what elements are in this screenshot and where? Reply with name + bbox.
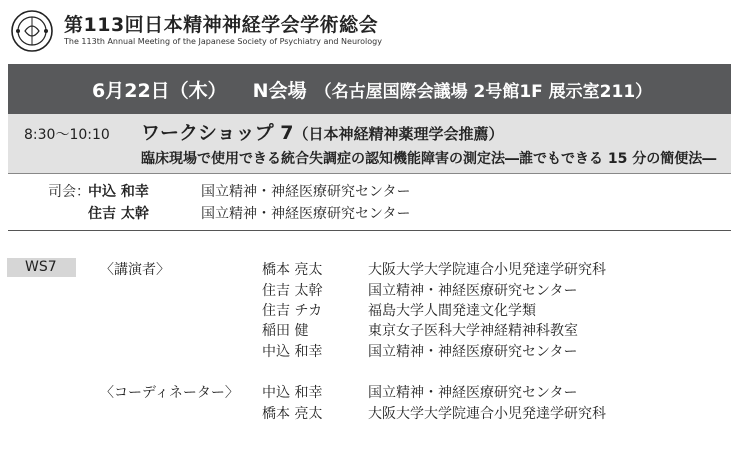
chair-label: 司会： — [48, 184, 90, 200]
meeting-title: 第113回日本精神神経学会学術総会 — [64, 14, 379, 36]
speaker-name: 稲田 健 — [262, 323, 309, 339]
speaker-affiliation: 国立精神・神経医療研究センター — [368, 344, 578, 360]
session-title — [141, 118, 503, 145]
speaker-affiliation: 国立精神・神経医療研究センター — [368, 283, 578, 299]
coordinator-name: 橋本 亮太 — [262, 406, 323, 422]
recommendation-note: （日本神経精神薬理学会推薦） — [293, 125, 504, 143]
ws-badge: WS7 — [7, 258, 76, 277]
chair-affiliation: 国立精神・神経医療研究センター — [201, 206, 411, 222]
speaker-affiliation: 東京女子医科大学神経精神科教室 — [368, 323, 578, 339]
session-subtitle: 臨床現場で使用できる統合失調症の認知機能障害の測定法―誰でもできる 15 分の簡便法― — [141, 151, 717, 167]
society-logo — [10, 9, 54, 53]
coordinator-affiliation: 国立精神・神経医療研究センター — [368, 385, 578, 401]
session-time: 8:30～10:10 — [24, 127, 110, 143]
session-venue: （名古屋国際会議場 2号館1F 展示室211） — [314, 81, 653, 102]
session-date: 6月22日（木） — [92, 79, 227, 102]
chair-name: 住吉 太幹 — [88, 206, 149, 222]
speakers-label: 〈講演者〉 — [100, 262, 170, 278]
speaker-name: 住吉 チカ — [262, 303, 323, 319]
chairs-section — [8, 174, 731, 231]
speaker-name: 中込 和幸 — [262, 344, 323, 360]
coordinator-affiliation: 大阪大学大学院連合小児発達学研究科 — [368, 406, 606, 422]
speaker-affiliation: 福島大学人間発達文化学類 — [368, 303, 536, 319]
date-bar — [8, 64, 731, 114]
workshop-name: ワークショップ 7 — [141, 122, 294, 144]
session-room: N会場 — [252, 79, 307, 102]
speaker-name: 橋本 亮太 — [262, 262, 323, 278]
coordinator-name: 中込 和幸 — [262, 385, 323, 401]
speaker-name: 住吉 太幹 — [262, 283, 323, 299]
coordinators-label: 〈コーディネーター〉 — [100, 385, 239, 401]
chair-name: 中込 和幸 — [88, 184, 149, 200]
session-header — [8, 114, 731, 174]
speaker-affiliation: 大阪大学大学院連合小児発達学研究科 — [368, 262, 606, 278]
meeting-subtitle: The 113th Annual Meeting of the Japanese Society of Psychiatry and Neurology — [64, 37, 382, 46]
chair-affiliation: 国立精神・神経医療研究センター — [201, 184, 411, 200]
